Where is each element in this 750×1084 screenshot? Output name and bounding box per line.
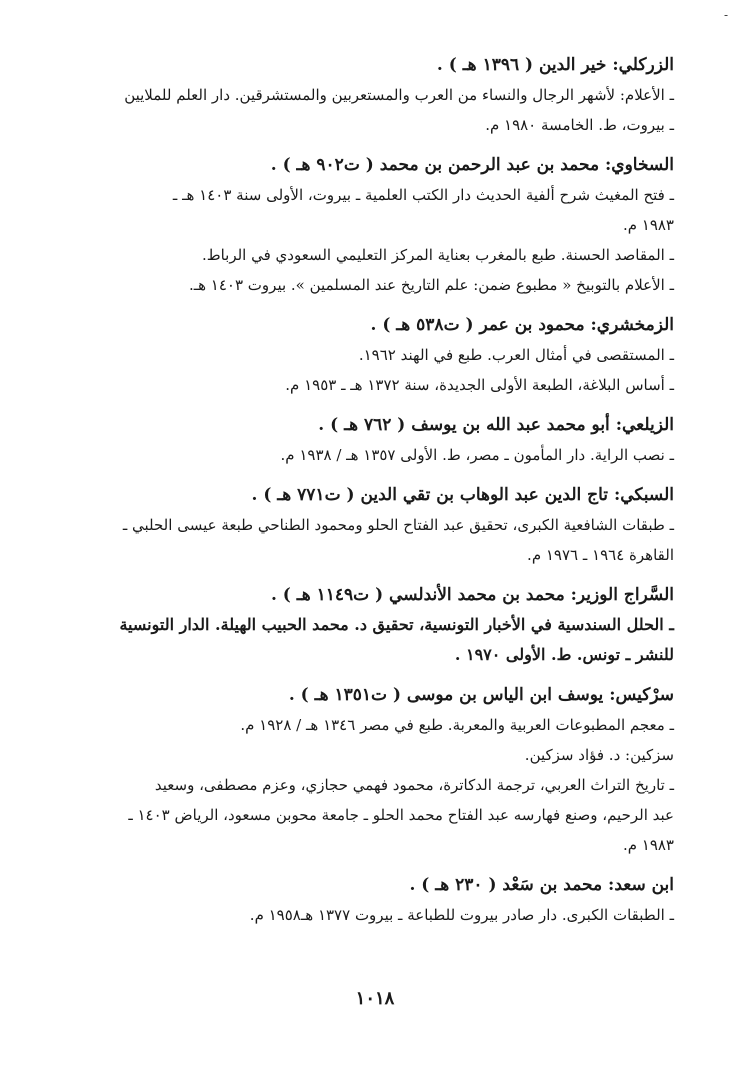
- bibliography-entry: [76, 680, 674, 860]
- entry-work-line: للنشر ـ تونس. ط. الأولى ١٩٧٠ .: [454, 645, 674, 664]
- bibliography-entry: [76, 150, 674, 300]
- entry-work-line: ـ فتح المغيث شرح ألفية الحديث دار الكتب العلمية ـ بيروت، الأولى سنة ١٤٠٣ هـ ـ: [172, 186, 674, 204]
- bibliography-entry: [76, 310, 674, 400]
- corner-mark: -: [723, 8, 728, 22]
- entry-author-heading: سرْكيس: يوسف ابن الياس بن موسى ( ت١٣٥١ هـ ) .: [288, 685, 674, 705]
- entry-work-line: ١٩٨٣ م.: [622, 216, 674, 234]
- entry-author-heading: السَّراج الوزير: محمد بن محمد الأندلسي ( ت١١٤٩ هـ ) .: [270, 585, 674, 605]
- entry-work-line: ـ نصب الراية. دار المأمون ـ مصر، ط. الأولى ١٣٥٧ هـ / ١٩٣٨ م.: [280, 446, 674, 464]
- entry-work-line: ـ الأعلام بالتوبيخ « مطبوع ضمن: علم التاريخ عند المسلمين ». بيروت ١٤٠٣ هـ.: [188, 276, 674, 294]
- bibliography-entry: [76, 580, 674, 670]
- bibliography-entry: [76, 870, 674, 930]
- bibliography-list: [76, 50, 674, 940]
- entry-author-heading: ابن سعد: محمد بن سَعْد ( ٢٣٠ هـ ) .: [409, 875, 674, 895]
- entry-work-line: ـ تاريخ التراث العربي، ترجمة الدكاترة، محمود فهمي حجازي، وعزم مصطفى، وسعيد: [154, 776, 674, 794]
- entry-work-line: ـ طبقات الشافعية الكبرى، تحقيق عبد الفتاح الحلو ومحمود الطناحي طبعة عيسى الحلبي ـ: [122, 516, 674, 534]
- bibliography-entry: [76, 480, 674, 570]
- entry-work-line: ـ معجم المطبوعات العربية والمعربة. طبع في مصر ١٣٤٦ هـ / ١٩٢٨ م.: [240, 716, 674, 734]
- entry-author-heading: السخاوي: محمد بن عبد الرحمن بن محمد ( ت٩٠٢ هـ ) .: [270, 155, 674, 175]
- entry-work-line: سزكين: د. فؤاد سزكين.: [524, 746, 674, 764]
- entry-work-line: ـ الحلل السندسية في الأخبار التونسية، تحقيق د. محمد الحبيب الهيلة. الدار التونسية: [119, 615, 674, 634]
- entry-author-heading: الزركلي: خير الدين ( ١٣٩٦ هـ ) .: [436, 55, 674, 75]
- entry-author-heading: الزمخشري: محمود بن عمر ( ت٥٣٨ هـ ) .: [370, 315, 674, 335]
- entry-work-line: ـ الأعلام: لأشهر الرجال والنساء من العرب والمستعربين والمستشرقين. دار العلم للملايين: [124, 86, 674, 104]
- bibliography-entry: [76, 410, 674, 470]
- entry-work-line: ـ بيروت، ط. الخامسة ١٩٨٠ م.: [485, 116, 674, 134]
- entry-work-line: عبد الرحيم، وصنع فهارسه عبد الفتاح محمد الحلو ـ جامعة محوبن مسعود، الرياض ١٤٠٣ ـ: [128, 806, 674, 824]
- page-number: ١٠١٨: [355, 988, 395, 1009]
- entry-work-line: ـ الطبقات الكبرى. دار صادر بيروت للطباعة ـ بيروت ١٣٧٧ هـ١٩٥٨ م.: [249, 906, 674, 924]
- entry-work-line: ـ المقاصد الحسنة. طبع بالمغرب بعناية المركز التعليمي السعودي في الرباط.: [201, 246, 674, 264]
- bibliography-entry: [76, 50, 674, 140]
- entry-author-heading: الزيلعي: أبو محمد عبد الله بن يوسف ( ٧٦٢ هـ ) .: [318, 415, 674, 435]
- entry-work-line: ـ المستقصى في أمثال العرب. طبع في الهند ١٩٦٢.: [358, 346, 674, 364]
- entry-work-line: ١٩٨٣ م.: [622, 836, 674, 854]
- entry-author-heading: السبكي: تاج الدين عبد الوهاب بن تقي الدين ( ت٧٧١ هـ ) .: [251, 485, 674, 505]
- entry-work-line: ـ أساس البلاغة، الطبعة الأولى الجديدة، سنة ١٣٧٢ هـ ـ ١٩٥٣ م.: [285, 376, 674, 394]
- entry-work-line: القاهرة ١٩٦٤ ـ ١٩٧٦ م.: [527, 546, 674, 564]
